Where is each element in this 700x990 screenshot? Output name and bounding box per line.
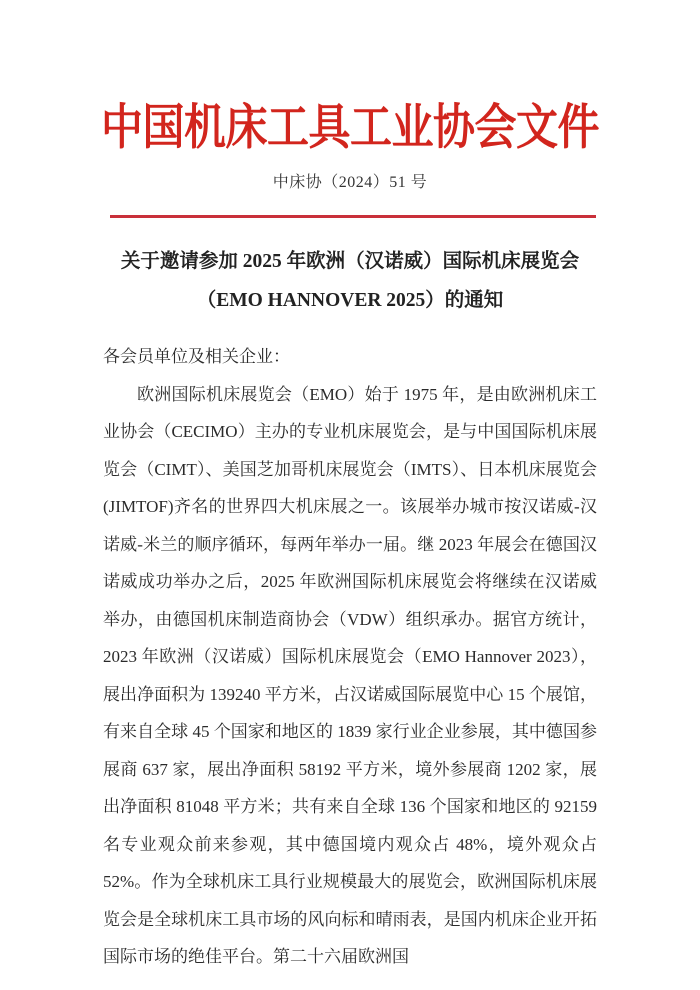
body-paragraph: 欧洲国际机床展览会（EMO）始于 1975 年，是由欧洲机床工业协会（CECIMO）主办的专业机床展览会，是与中国国际机床展览会（CIMT）、美国芝加哥机床展览会（IMTS）、日本机床展览会(JIMTOF)齐名的世界四大机床展之一。该展举办城市按汉诺威-汉诺威-米兰的顺序循环，每两年举办一届。继 2023 年展会在德国汉诺威成功举办之后，2025 年欧洲国际机床展览会将继续在汉诺威举办，由德国机床制造商协会（VDW）组织承办。据官方统计，2023 年欧洲（汉诺威）国际机床展览会（EMO Hannover 2023），展出净面积为 139240 平方米，占汉诺威国际展览中心 15 个展馆，有来自全球 45 个国家和地区的 1839 家行业企业参展，其中德国参展商 637 家，展出净面积 58192 平方米，境外参展商 1202 家，展出净面积 81048 平方米；共有来自全球 136 个国家和地区的 92159 名专业观众前来参观，其中德国境内观众占 48%，境外观众占 52%。作为全球机床工具行业规模最大的展览会，欧洲国际机床展览会是全球机床工具市场的风向标和晴雨表，是国内机床企业开拓国际市场的绝佳平台。第二十六届欧洲国 <box>103 384 597 966</box>
notice-title <box>0 243 700 320</box>
notice-title-line1: 关于邀请参加 2025 年欧洲（汉诺威）国际机床展览会 <box>120 251 580 272</box>
header-divider-rule <box>110 215 596 218</box>
issuer-header: 中国机床工具工业协会文件 <box>100 102 599 156</box>
salutation: 各会员单位及相关企业： <box>103 347 290 366</box>
notice-body <box>103 338 597 976</box>
doc-number: 中床协（2024）51 号 <box>272 174 428 191</box>
notice-title-line2: （EMO HANNOVER 2025）的通知 <box>196 289 504 311</box>
